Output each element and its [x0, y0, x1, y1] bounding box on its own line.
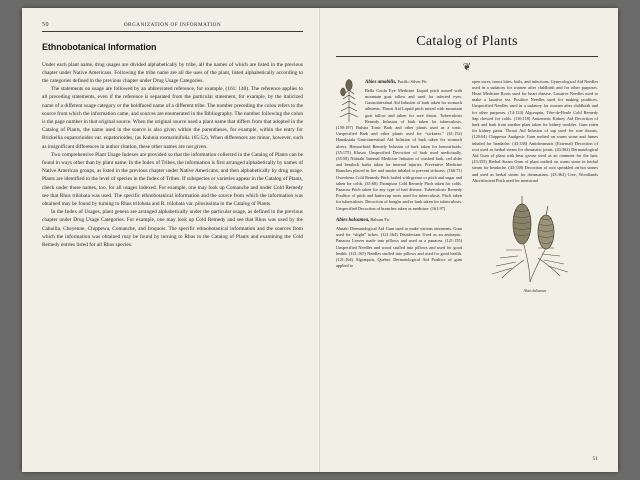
paragraph-3: Two comprehensive Plant Usage Indexes are provided so that the information collected in the Catalog of Plants can be found in ways other than by plant name. In the Index of Tribes, the information is first arranged alphabetically by names of Native American groups, as listed in the previous chapter under Native Americans, and then alphabetically by drug usage. Plants are identified to the level of species in the Index of Tribes. If subspecies or varieties appear in the Catalog of Plants, check under those names, too, for all usages indexed. For example, one may look up Comanche and under Cold Remedy see that Rhus trilobata was used. The specific ethnobotanical information and the source from which the information was obtained may be found by turning to Rhus trilobata and R. trilobata var. pilosissima in the Catalog of Plants. [42, 151, 303, 207]
entry-scientific-name: Abies balsamea, [336, 217, 370, 223]
ornament-icon: ❦ [462, 61, 472, 73]
column-1 [336, 79, 462, 295]
left-running-head [42, 22, 303, 32]
right-page [320, 8, 618, 472]
left-running-head-title: ORGANIZATION OF INFORMATION [123, 22, 222, 28]
entry-common-name: Balsam Fir [369, 216, 390, 222]
entry-body: Abnaki Dermatological Aid Gum used to make various ointments. Gum used for “slight” itches. (121:164) Disinfectant Used as an antiseptic. Panacea Leaves made into pillows and used as a panacea. (121:155) Unspecified Needles and wood stuffed into pillows and used for good health. (121:165) Needles stuffed into pillows and used for good health. (121:164) Algonquin, Quebec Dermatological Aid Poultice of gum applied to [336, 226, 462, 269]
paragraph-1: Under each plant name, drug usages are divided alphabetically by tribe, all the names of which are listed in the previous chapter under Native Americans. Following the tribe name are all the uses of the plant, listed alphabetically according to the categories defined in the previous chapter under Drug Usage Categories. [42, 61, 303, 84]
page-title: Ethnobotanical Information [42, 41, 157, 52]
catalog-title: Catalog of Plants [416, 34, 518, 49]
entry-scientific-name: Abies amabilis, [365, 79, 397, 85]
title-rule [336, 56, 598, 57]
catalog-columns [336, 79, 598, 295]
right-folio: 51 [592, 456, 598, 462]
balsam-fir-cones-icon [472, 190, 590, 286]
plant-illustration [472, 190, 598, 294]
catalog-entry [336, 217, 462, 270]
entry-body: Bella Coola Eye Medicine Liquid pitch mixed with mountain goat tallow and used for infected eyes. Gastrointestinal Aid Infusion of bark taken for stomach ailments. Throat Aid Liquid pitch mixed with mountain goat tallow and taken for sore throat. Tuberculosis Remedy Infusion of bark taken for tuberculosis. (158:197) Bulsita Tonic Bark and other plants used as a tonic. Unspecified Bark and other plants used for “sickness.” (61:152) Hanaksiala Gastrointestinal Aid Infusion of bark taken for stomach ulcers. Hemorrhoid Remedy Infusion of bark taken for hemorrhoids. (35:175) Klusoo Unspecified Decoction of bark used medicinally. (35:58) Nitinaht Internal Medicine Infusion of crushed bark, red alder and hemlock barks taken for internal injuries. Preventive Medicine Branches placed in fire and smoke inhaled to prevent sickness. (160:71) Oweekeno Cold Remedy Pitch boiled with grease or pitch and sugar and taken for colds. (35:68) Thompson Cold Remedy Pitch taken for colds. Panacea Pitch taken for any type of bad disease. Tuberculosis Remedy Poultice of pitch and buttercup roots used for tuberculosis. Pitch taken for tuberculosis. Decoction of boughs and/or bark taken for tuberculosis. Unspecified Decoction of branches taken as medicine. (161:97) [336, 87, 462, 211]
catalog-entry [336, 79, 462, 212]
illustration-caption: Abies balsamea [523, 289, 547, 294]
paragraph-4: In the Index of Usages, plant genera are arranged alphabetically under the particular usage, as defined in the previous chapter under Drug Usage Categories. For example, one may look up Cold Remedy and see that Rhus was used by the Cahuilla, Cheyenne, Chippewa, Comanche, and Iroquois. The specific ethnobotanical information and the sources from which the information was obtained may be found by turning to Rhus in the Catalog of Plants and examining the Cold Remedy entries listed for all Rhus species. [42, 209, 303, 248]
column-2 [472, 79, 598, 295]
book-spread [22, 8, 618, 472]
conifer-sprig-icon [336, 79, 362, 123]
left-folio: 50 [42, 22, 49, 28]
entry-body-continued: open sores, insect bites, boils, and infections. Gynecological Aid Needles used in a sudatory for women after childbirth and for other purposes. Heart Medicine Roots used for heart disease. Laxative Needles used to make a laxative tea. Poultice Needles used for making poultices. Unspecified Needles used in a sudatory for women after childbirth and for other purposes. (14:124) Algonquin, Tête-de-Boule Cold Remedy Sap chewed for colds. (110:118) Antiemetic Kidney Aid Decoction of bark and bark from another plant taken for kidney troubles. Gum eaten for kidney pains. Throat Aid Infusion of sap used for sore throats. (120:64) Chippewa Analgesic Gum melted on warm stone and fumes inhaled for headache. (43:338) Antirheumatic (External) Decoction of root used as herbal steam for rheumatic joints. (43:362) Dermatological Aid Gum of plant with bear grease used as an ointment for the hair. (43:355) Herbal Steam Gum of plant melted on warm stone in herbal steam for headache. (43:338) Decoction of root sprinkled on hot stones and used as herbal steam for rheumatism. (43:362) Cree, Woodlands Abortifacient Pitch used for menstrual [472, 78, 598, 183]
entry-common-name: Pacific Silver Fir [396, 78, 427, 84]
left-page [22, 8, 320, 472]
paragraph-2: The statements on usage are followed by an abbreviated reference, for example, (161: 140). The reference applies to all preceding statements, even if the reference is separated from the particular statement, for example, by the italicized name of a different usage category or the boldfaced name of a different tribe. The number preceding the colon refers to the source from which the information came, and sources are enumerated in the Bibliography. The number following the colon is the page number in that original source. When the original source used a plant name that differs from that adopted in the Catalog of Plants, the name used in the source is also given within the parentheses, for example, within the entry for Brickellia eupatorioides var. eupatorioides, (as Kuhnia rosmarinifolia 165:52). When differences are minor, however, such as insignificant differences in author citation, these other names are not given. [42, 86, 303, 150]
